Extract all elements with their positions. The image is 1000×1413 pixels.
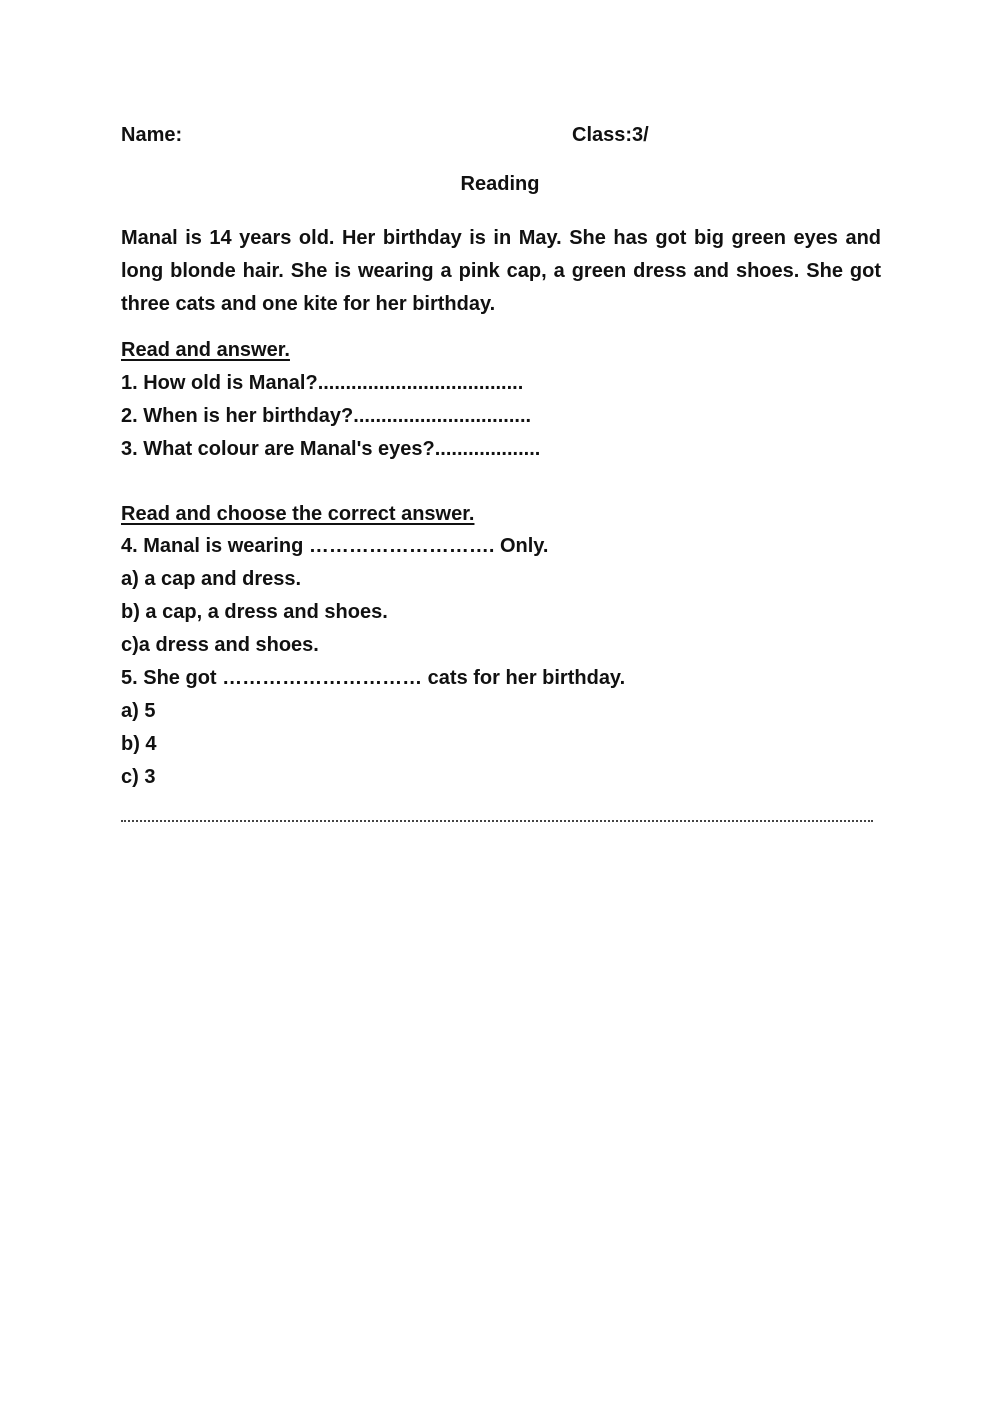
question-2: 2. When is her birthday?................................ [121,405,532,427]
section-heading-read-and-answer: Read and answer. [121,339,290,361]
question-4-option-c: c)a dress and shoes. [121,634,319,656]
question-5-option-a: a) 5 [121,700,156,722]
reading-passage: Manal is 14 years old. Her birthday is in May. She has got big green eyes and long blonde hair. She is wearing a pink cap, a green dress and shoes. She got three cats and one kite for her birthday. [121,227,881,315]
dotted-divider [121,820,873,822]
section-heading-choose-answer: Read and choose the correct answer. [121,503,475,525]
question-4-option-a: a) a cap and dress. [121,568,302,590]
page-title: Reading [460,173,540,195]
question-3: 3. What colour are Manal's eyes?................... [121,438,541,460]
question-5: 5. She got ………………………… cats for her birthday. [121,667,626,689]
name-label: Name: [121,124,183,146]
question-1: 1. How old is Manal?..................................... [121,372,524,394]
class-label: Class:3/ [572,124,649,146]
question-5-option-b: b) 4 [121,733,157,755]
question-5-option-c: c) 3 [121,766,156,788]
question-4: 4. Manal is wearing ………………………. Only. [121,535,549,557]
question-4-option-b: b) a cap, a dress and shoes. [121,601,388,623]
